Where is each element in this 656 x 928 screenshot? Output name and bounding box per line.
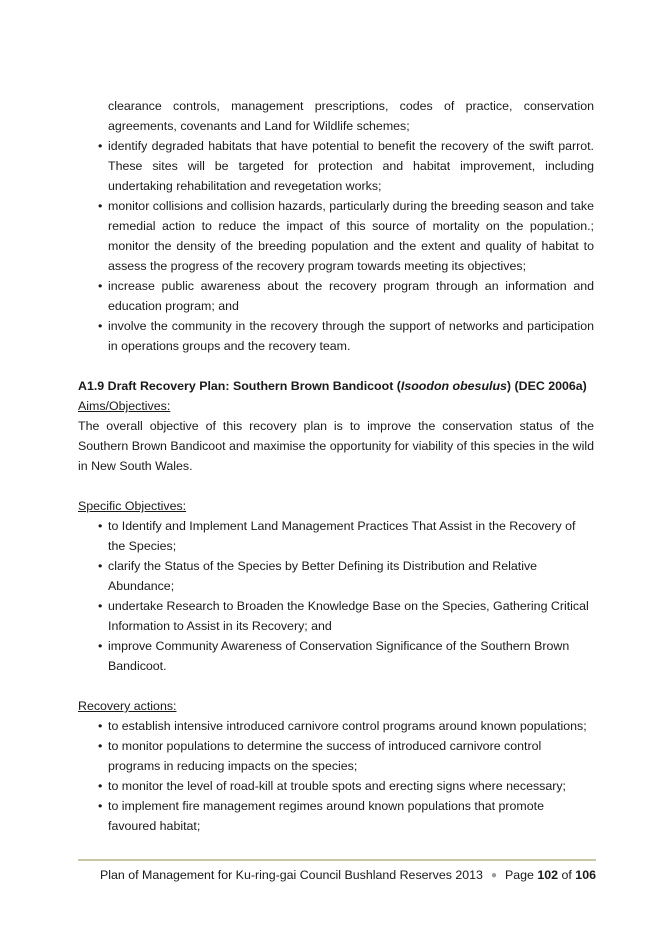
footer-divider — [78, 859, 596, 861]
bullet-icon: • — [98, 639, 103, 653]
list-item: • clarify the Status of the Species by Better Defining its Distribution and Relative Abundance; — [78, 556, 594, 596]
list-item: • improve Community Awareness of Conservation Significance of the Southern Brown Bandicoot. — [78, 636, 594, 676]
swift-parrot-actions-list — [78, 136, 594, 356]
footer-title: Plan of Management for Ku-ring-gai Council Bushland Reserves 2013 — [100, 868, 483, 882]
current-page-number: 102 — [537, 868, 559, 882]
page-footer: Plan of Management for Ku-ring-gai Council Bushland Reserves 2013 ● Page 102 of 106 — [100, 868, 596, 882]
aims-label: Aims/Objectives: — [78, 399, 171, 413]
bullet-icon: • — [98, 279, 103, 293]
list-item: • to monitor the level of road-kill at trouble spots and erecting signs where necessary; — [78, 776, 594, 796]
list-item: • involve the community in the recovery through the support of networks and participation in operations groups and the recovery team. — [78, 316, 594, 356]
list-item: • increase public awareness about the recovery program through an information and education program; and — [78, 276, 594, 316]
species-name: Isoodon obesulus — [400, 379, 507, 393]
list-item: • monitor collisions and collision hazards, particularly during the breeding season and take remedial action to reduce the impact of this source of mortality on the population.; monitor the density of the breeding population and the extent and quality of habitat to assess the progress of the recovery program towards meeting its objectives; — [78, 196, 594, 276]
bullet-icon: • — [98, 739, 103, 753]
list-item: • to establish intensive introduced carnivore control programs around known populations; — [78, 716, 594, 736]
bullet-icon: • — [98, 599, 103, 613]
bullet-icon: • — [98, 519, 103, 533]
list-item: • identify degraded habitats that have potential to benefit the recovery of the swift parrot. These sites will be targeted for protection and habitat improvement, including undertaking rehabilitation and revegetation works; — [78, 136, 594, 196]
bullet-icon: • — [98, 719, 103, 733]
continued-bullet-text: clearance controls, management prescriptions, codes of practice, conservation agreements, covenants and Land for Wildlife schemes; — [108, 99, 594, 133]
bullet-icon: • — [98, 139, 103, 153]
list-item: • to monitor populations to determine the success of introduced carnivore control programs in reducing impacts on the species; — [78, 736, 594, 776]
aims-paragraph: The overall objective of this recovery plan is to improve the conservation status of the Southern Brown Bandicoot and maximise the opportunity for viability of this species in the wild in New South Wales. — [78, 419, 594, 473]
recovery-actions-label: Recovery actions: — [78, 699, 177, 713]
list-item: • to Identify and Implement Land Management Practices That Assist in the Recovery of the Species; — [78, 516, 594, 556]
section-heading: A1.9 Draft Recovery Plan: Southern Brown Bandicoot (Isoodon obesulus) (DEC 2006a) — [78, 379, 587, 393]
bullet-icon: • — [98, 779, 103, 793]
document-page — [78, 96, 594, 836]
specific-objectives-label: Specific Objectives: — [78, 499, 187, 513]
list-item: • to implement fire management regimes around known populations that promote favoured habitat; — [78, 796, 594, 836]
total-page-count: 106 — [575, 868, 596, 882]
bullet-icon: • — [98, 319, 103, 333]
list-item: • undertake Research to Broaden the Knowledge Base on the Species, Gathering Critical Information to Assist in its Recovery; and — [78, 596, 594, 636]
separator-dot-icon: ● — [490, 869, 497, 881]
bullet-icon: • — [98, 799, 103, 813]
bullet-icon: • — [98, 199, 103, 213]
bullet-icon: • — [98, 559, 103, 573]
recovery-actions-list — [78, 716, 594, 836]
specific-objectives-list — [78, 516, 594, 676]
